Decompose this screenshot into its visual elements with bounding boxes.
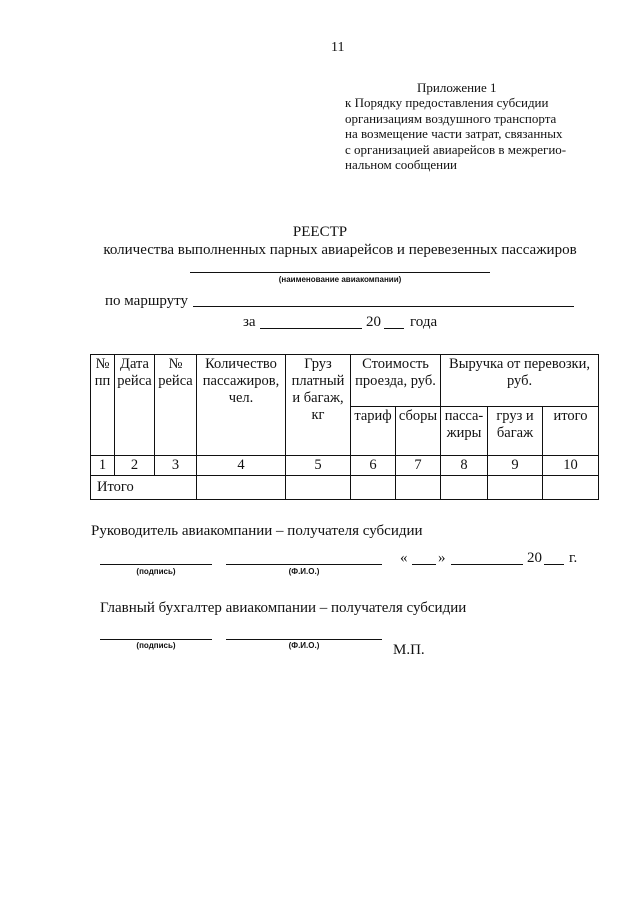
header-revenue: Выручка от перевозки, руб. bbox=[441, 355, 599, 407]
header-num: № пп bbox=[91, 355, 115, 456]
period-prefix: за bbox=[243, 314, 256, 330]
header-passengers: Количество пассажиров, чел. bbox=[197, 355, 286, 456]
route-line[interactable] bbox=[193, 306, 574, 307]
column-number: 3 bbox=[155, 456, 197, 476]
date-close-quote: » bbox=[438, 550, 446, 566]
company-name-caption: (наименование авиакомпании) bbox=[278, 275, 402, 284]
header-rev-passengers: пасса-жиры bbox=[441, 407, 488, 456]
page-number: 11 bbox=[331, 40, 345, 55]
appendix-line: нальном сообщении bbox=[345, 157, 457, 172]
column-number: 2 bbox=[115, 456, 155, 476]
header-cost: Стоимость проезда, руб. bbox=[351, 355, 441, 407]
register-table bbox=[90, 354, 599, 500]
column-number: 1 bbox=[91, 456, 115, 476]
head-title: Руководитель авиакомпании – получателя субсидии bbox=[91, 523, 423, 539]
appendix-line: организациям воздушного транспорта bbox=[345, 110, 557, 126]
total-cell[interactable] bbox=[488, 476, 543, 500]
total-cell[interactable] bbox=[441, 476, 488, 500]
header-flight: № рейса bbox=[155, 355, 197, 456]
route-label: по маршруту bbox=[105, 293, 189, 309]
accountant-name-caption: (Ф.И.О.) bbox=[288, 641, 320, 650]
appendix-text bbox=[345, 95, 566, 173]
appendix-title: Приложение 1 bbox=[417, 80, 497, 95]
date-year-line[interactable] bbox=[544, 564, 564, 565]
accountant-name-line[interactable] bbox=[226, 639, 382, 640]
column-number: 7 bbox=[396, 456, 441, 476]
column-number: 6 bbox=[351, 456, 396, 476]
date-month-line[interactable] bbox=[451, 564, 523, 565]
column-number: 9 bbox=[488, 456, 543, 476]
appendix-line: с организацией авиарейсов в межрегио- bbox=[345, 141, 567, 157]
total-cell[interactable] bbox=[396, 476, 441, 500]
head-signature-line[interactable] bbox=[100, 564, 212, 565]
company-name-line[interactable] bbox=[190, 272, 490, 273]
header-rev-total: итого bbox=[543, 407, 599, 456]
appendix-line: к Порядку предоставления субсидии bbox=[345, 95, 549, 110]
document-subtitle: количества выполненных парных авиарейсов и перевезенных пассажиров bbox=[103, 242, 577, 258]
accountant-signature-line[interactable] bbox=[100, 639, 212, 640]
column-number: 10 bbox=[543, 456, 599, 476]
total-cell[interactable] bbox=[197, 476, 286, 500]
total-cell[interactable] bbox=[351, 476, 396, 500]
head-name-line[interactable] bbox=[226, 564, 382, 565]
appendix-line: на возмещение части затрат, связанных bbox=[345, 126, 563, 141]
head-signature-caption: (подпись) bbox=[136, 567, 176, 576]
header-rev-cargo: груз и багаж bbox=[488, 407, 543, 456]
column-number: 5 bbox=[286, 456, 351, 476]
date-open-quote: « bbox=[400, 550, 408, 566]
period-year: 20 bbox=[366, 314, 381, 330]
head-name-caption: (Ф.И.О.) bbox=[288, 567, 320, 576]
header-fees: сборы bbox=[396, 407, 441, 456]
date-suffix: г. bbox=[569, 550, 578, 566]
total-cell[interactable] bbox=[286, 476, 351, 500]
date-year: 20 bbox=[527, 550, 542, 566]
header-tariff: тариф bbox=[351, 407, 396, 456]
column-number: 8 bbox=[441, 456, 488, 476]
accountant-title: Главный бухгалтер авиакомпании – получателя субсидии bbox=[100, 600, 467, 616]
period-suffix: года bbox=[410, 314, 438, 330]
column-number: 4 bbox=[197, 456, 286, 476]
stamp-label: М.П. bbox=[393, 642, 425, 658]
accountant-signature-caption: (подпись) bbox=[136, 641, 176, 650]
total-cell[interactable] bbox=[543, 476, 599, 500]
period-date-line[interactable] bbox=[260, 328, 362, 329]
header-date: Дата рейса bbox=[115, 355, 155, 456]
total-label: Итого bbox=[91, 476, 197, 500]
period-year-line[interactable] bbox=[384, 328, 404, 329]
header-cargo: Груз платный и багаж, кг bbox=[286, 355, 351, 456]
date-day-line[interactable] bbox=[412, 564, 436, 565]
document-title: РЕЕСТР bbox=[292, 224, 348, 240]
